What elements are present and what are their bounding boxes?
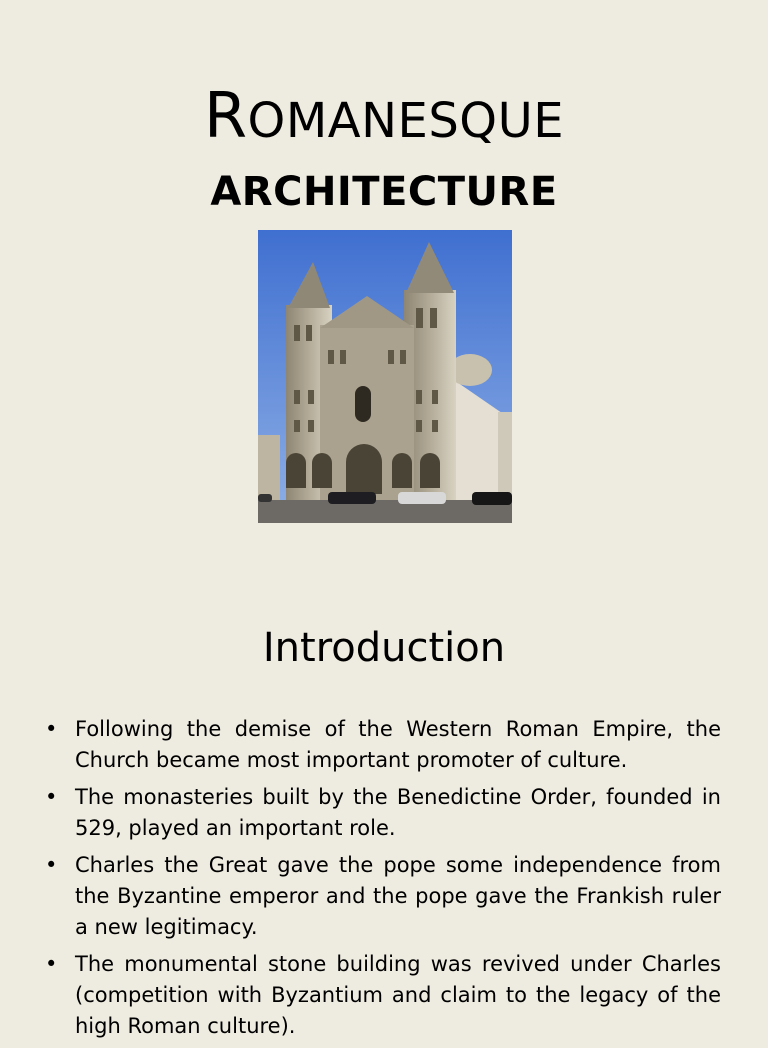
bullet-text: The monasteries built by the Benedictine Order, founded in 529, played an important role. — [75, 785, 721, 840]
central-window — [355, 386, 371, 422]
bullet-dot: • — [45, 952, 58, 976]
list-item — [45, 782, 721, 844]
list-item — [45, 850, 721, 943]
slide-title-initial: R — [203, 79, 248, 152]
slide-subtitle: ARCHITECTURE — [210, 169, 558, 215]
bullet-text: The monumental stone building was revived under Charles (competition with Byzantium and claim to the legacy of the high Roman culture). — [75, 952, 721, 1038]
section-heading: Introduction — [262, 625, 506, 671]
slide-title — [0, 79, 768, 153]
bullet-dot: • — [45, 717, 58, 741]
bullet-text: Following the demise of the Western Roman Empire, the Church became most important promoter of culture. — [75, 717, 721, 772]
bullet-dot: • — [45, 853, 58, 877]
list-item — [45, 949, 721, 1042]
bullet-list — [45, 714, 721, 1048]
bullet-text: Charles the Great gave the pope some independence from the Byzantine emperor and the pope gave the Frankish ruler a new legitimacy. — [75, 853, 721, 939]
bullet-dot: • — [45, 785, 58, 809]
list-item — [45, 714, 721, 776]
slide-title-rest: OMANESQUE — [247, 93, 565, 149]
cathedral-photo — [258, 230, 512, 523]
